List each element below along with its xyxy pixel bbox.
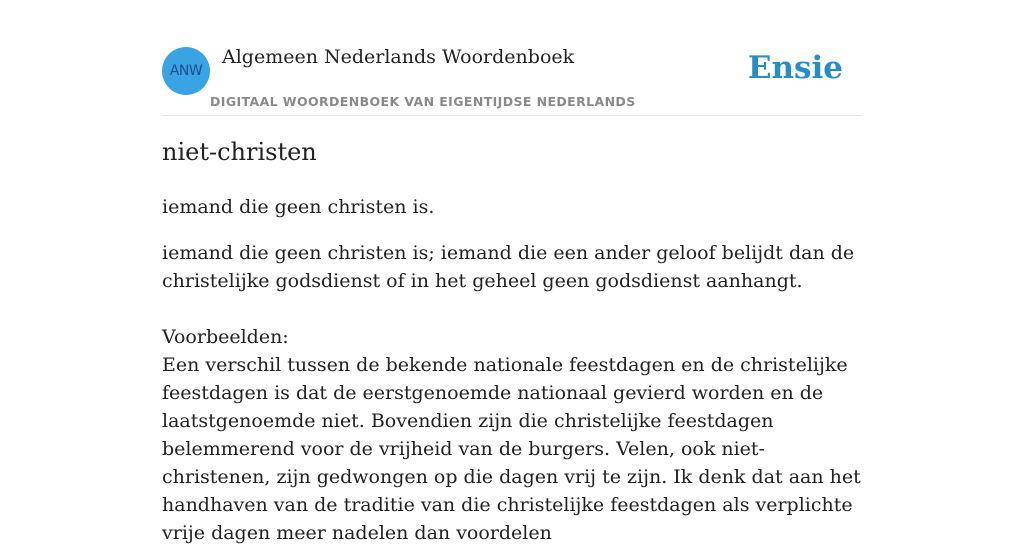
anw-logo[interactable] bbox=[162, 47, 210, 95]
header-divider bbox=[162, 115, 862, 116]
example-text: Een verschil tussen de bekende nationale feestdagen en de christelijke feestdagen is dat de eerstgenoemde nationaal gevierd worden en de laatstgenoemde niet. Bovendien zijn die christelijke feestdagen belemmerend voor de vrijheid van de burgers. Velen, ook niet-christenen, zijn gedwongen op die dagen vrij te zijn. Ik denk dat aan het handhaven van de traditie van die christelijke feestdagen als verplichte vrije dagen meer nadelen dan voordelen bbox=[162, 354, 861, 544]
short-definition: iemand die geen christen is. bbox=[162, 196, 435, 218]
examples-label: Voorbeelden: bbox=[162, 326, 289, 348]
entry-headword: niet-christen bbox=[162, 138, 317, 166]
long-definition: iemand die geen christen is; iemand die een ander geloof belijdt dan de christelijke godsdienst of in het geheel geen godsdienst aanhangt. bbox=[162, 242, 855, 292]
entry-card bbox=[162, 0, 862, 544]
ensie-brand-logo[interactable]: Ensie bbox=[747, 50, 843, 86]
site-subtitle: DIGITAAL WOORDENBOEK VAN EIGENTIJDSE NEDERLANDS bbox=[210, 94, 636, 109]
logo-text: ANW bbox=[169, 63, 203, 79]
site-title[interactable]: Algemeen Nederlands Woordenboek bbox=[222, 46, 575, 68]
